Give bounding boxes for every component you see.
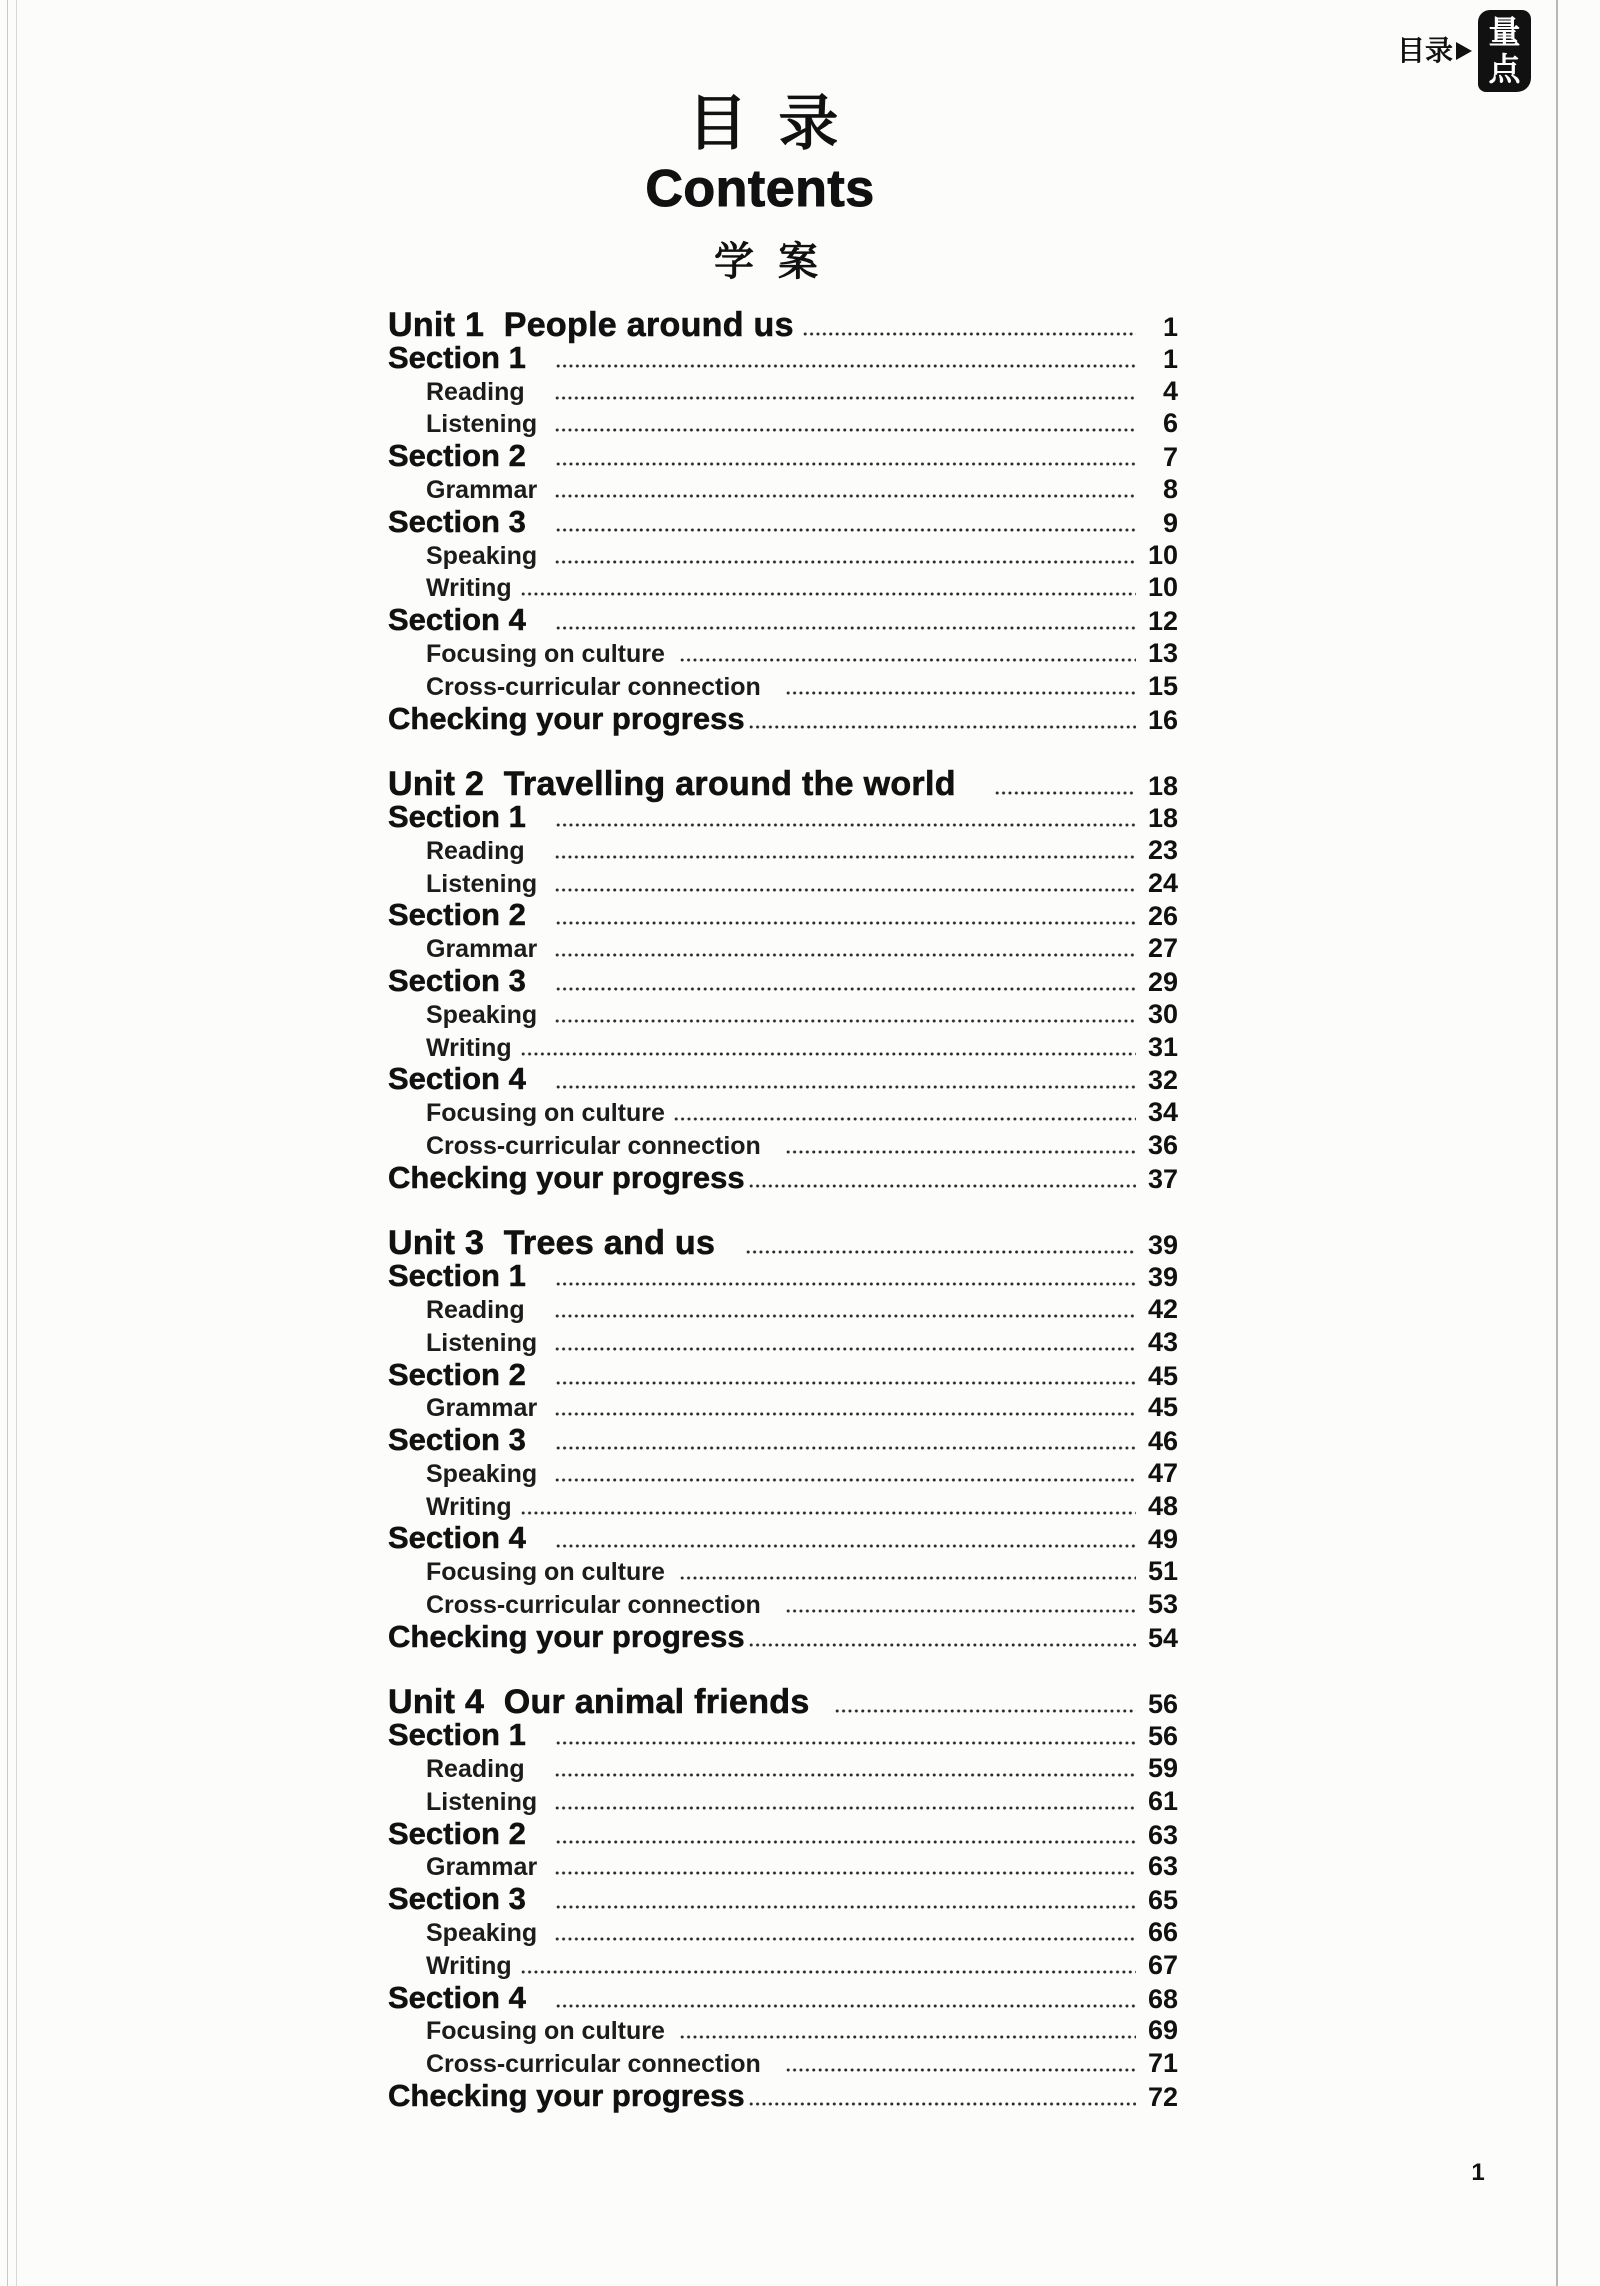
- toc-entry: [388, 1326, 1178, 1359]
- dot-leader: [679, 658, 1136, 662]
- entry-label: Section 4: [388, 1061, 526, 1097]
- scan-edge-left: [7, 0, 8, 2286]
- toc-entry: [388, 1391, 1178, 1424]
- dot-leader: [554, 1019, 1136, 1023]
- dot-leader: [555, 1905, 1136, 1909]
- page-number: 24: [1147, 867, 1178, 898]
- page-number: 27: [1147, 933, 1178, 964]
- page-number: 31: [1147, 1031, 1178, 1062]
- page-number: 10: [1147, 572, 1178, 603]
- dot-leader: [554, 560, 1136, 564]
- entry-label: Section 1: [388, 1717, 526, 1753]
- unit-title: Unit 4 Our animal friends: [388, 1683, 810, 1722]
- page-number: 16: [1147, 704, 1178, 735]
- entry-label: Section 3: [388, 1881, 526, 1917]
- toc-entry: [388, 1815, 1178, 1851]
- page-number: 59: [1147, 1753, 1178, 1784]
- entry-label: Listening: [426, 869, 538, 898]
- entry-label: Section 4: [388, 602, 526, 638]
- toc-entry: [388, 1850, 1178, 1883]
- toc-entry: [388, 834, 1178, 867]
- page-number: 10: [1147, 539, 1178, 570]
- page-number: 63: [1147, 1819, 1178, 1850]
- dot-leader: [520, 1052, 1136, 1056]
- page-number: 72: [1147, 2082, 1178, 2113]
- entry-label: Speaking: [426, 541, 538, 570]
- scan-edge-right: [1556, 0, 1558, 2286]
- toc-entry: [388, 637, 1178, 670]
- page-number: 18: [1147, 771, 1178, 802]
- dot-leader: [555, 1840, 1136, 1844]
- dot-leader: [555, 921, 1136, 925]
- page-number: 26: [1147, 901, 1178, 932]
- dot-leader: [555, 626, 1136, 630]
- entry-label: Section 1: [388, 798, 526, 834]
- page-number: 13: [1147, 637, 1178, 668]
- dot-leader: [554, 396, 1136, 400]
- dot-leader: [748, 1643, 1136, 1647]
- toc-entry: [388, 1356, 1178, 1392]
- entry-label: Cross-curricular connection: [426, 672, 761, 701]
- page-number: 71: [1147, 2048, 1178, 2079]
- entry-label: Focusing on culture: [426, 639, 665, 668]
- toc-entry: [388, 899, 1178, 932]
- toc-entry: [388, 1522, 1178, 1555]
- entry-label: Reading: [426, 377, 525, 406]
- triangle-right-icon: [1456, 42, 1472, 60]
- entry-label: Writing: [426, 574, 512, 603]
- page-number: 48: [1147, 1490, 1178, 1521]
- entry-label: Writing: [426, 1951, 512, 1980]
- toc-entry: [388, 1063, 1178, 1096]
- toc-unit-title-row: [388, 1683, 1178, 1722]
- page-number: 8: [1162, 473, 1178, 504]
- toc-entry: [388, 1719, 1178, 1752]
- page-number: 30: [1147, 998, 1178, 1029]
- page-number: 49: [1147, 1524, 1178, 1555]
- entry-label: Listening: [426, 410, 538, 439]
- page-number: 23: [1147, 834, 1178, 865]
- dot-leader: [555, 1085, 1136, 1089]
- entry-label: Grammar: [426, 1394, 538, 1423]
- toc-entry: [388, 2047, 1178, 2080]
- toc-entry: [388, 998, 1178, 1031]
- dot-leader: [555, 1282, 1136, 1286]
- toc-entry: [388, 1979, 1178, 2015]
- page-number: 43: [1147, 1326, 1178, 1357]
- entry-label: Reading: [426, 1295, 525, 1324]
- dot-leader: [785, 1609, 1136, 1613]
- toc-entry: [388, 1293, 1178, 1326]
- dot-leader: [834, 1709, 1136, 1713]
- dot-leader: [802, 332, 1136, 336]
- entry-label: Speaking: [426, 1459, 538, 1488]
- scan-edge-left-inner: [16, 0, 17, 2286]
- toc-entry: [388, 1555, 1178, 1588]
- entry-label: Section 3: [388, 503, 526, 539]
- page-number: 69: [1147, 2015, 1178, 2046]
- page-number: 42: [1147, 1293, 1178, 1324]
- entry-label: Checking your progress: [388, 1618, 745, 1654]
- toc-unit-title-row: [388, 1224, 1178, 1263]
- toc-entry: [388, 1752, 1178, 1785]
- dot-leader: [554, 953, 1136, 957]
- unit-block: [388, 1683, 1178, 2114]
- toc-entry: [388, 932, 1178, 965]
- toc-unit-title-row: [388, 306, 1178, 344]
- toc-entry: [388, 1588, 1178, 1621]
- toc-entry: [388, 1883, 1178, 1916]
- entry-label: Writing: [426, 1492, 512, 1521]
- page-number: 47: [1147, 1457, 1178, 1488]
- entry-label: Speaking: [426, 1919, 538, 1948]
- dot-leader: [554, 888, 1136, 892]
- dot-leader: [785, 2068, 1136, 2072]
- dot-leader: [555, 364, 1136, 368]
- page-number: 6: [1162, 408, 1178, 439]
- toc-entry: [388, 1490, 1178, 1523]
- dot-leader: [748, 2102, 1136, 2106]
- toc-entry: [388, 407, 1178, 440]
- seal-char-top: 量: [1488, 13, 1521, 51]
- entry-label: Checking your progress: [388, 700, 745, 736]
- dot-leader: [520, 1511, 1136, 1515]
- page-number: 9: [1162, 507, 1178, 538]
- entry-label: Grammar: [426, 935, 538, 964]
- dot-leader: [748, 1184, 1136, 1188]
- brand-seal: [1478, 10, 1531, 92]
- dot-leader: [555, 1446, 1136, 1450]
- entry-label: Section 2: [388, 1356, 526, 1392]
- page-number: 34: [1147, 1097, 1178, 1128]
- dot-leader: [554, 1412, 1136, 1416]
- entry-label: Section 4: [388, 1520, 526, 1556]
- entry-label: Section 3: [388, 962, 526, 998]
- entry-label: Cross-curricular connection: [426, 1591, 761, 1620]
- toc-entry: [388, 1785, 1178, 1818]
- page-number: 36: [1147, 1129, 1178, 1160]
- toc-entry: [388, 1949, 1178, 1982]
- toc-entry: [388, 700, 1178, 736]
- toc-entry: [388, 1457, 1178, 1490]
- toc-entry: [388, 798, 1178, 834]
- page-subtitle: 学 案: [714, 239, 818, 285]
- page-number: 66: [1147, 1917, 1178, 1948]
- dot-leader: [745, 1250, 1136, 1254]
- entry-label: Focusing on culture: [426, 2017, 665, 2046]
- dot-leader: [679, 2035, 1136, 2039]
- running-header: [1394, 10, 1534, 94]
- unit-block: [388, 1224, 1178, 1654]
- page-number: 7: [1162, 442, 1178, 473]
- dot-leader: [520, 592, 1136, 596]
- dot-leader: [555, 462, 1136, 466]
- page-number: 1: [1162, 312, 1178, 342]
- unit-title: Unit 2 Travelling around the world: [388, 765, 956, 804]
- entry-label: Speaking: [426, 1000, 538, 1029]
- dot-leader: [554, 1347, 1136, 1351]
- dot-leader: [679, 1576, 1136, 1580]
- toc-entry: [388, 339, 1178, 375]
- toc-entry: [388, 375, 1178, 408]
- dot-leader: [554, 1478, 1136, 1482]
- entry-label: Section 1: [388, 1258, 526, 1294]
- toc-entry: [388, 1096, 1178, 1129]
- dot-leader: [785, 691, 1136, 695]
- dot-leader: [994, 791, 1136, 795]
- toc-entry: [388, 1159, 1178, 1195]
- toc-entry: [388, 1916, 1178, 1949]
- dot-leader: [554, 1806, 1136, 1810]
- entry-label: Checking your progress: [388, 1159, 745, 1195]
- page-number: 45: [1147, 1392, 1178, 1423]
- entry-label: Focusing on culture: [426, 1558, 665, 1587]
- page-number: 51: [1147, 1556, 1178, 1587]
- toc-entry: [388, 670, 1178, 703]
- dot-leader: [555, 2004, 1136, 2008]
- page-number: 45: [1147, 1360, 1178, 1391]
- page-number: 18: [1147, 802, 1178, 833]
- entry-label: Grammar: [426, 475, 538, 504]
- dot-leader: [555, 528, 1136, 532]
- entry-label: Section 2: [388, 438, 526, 474]
- entry-label: Focusing on culture: [426, 1099, 665, 1128]
- entry-label: Cross-curricular connection: [426, 2050, 761, 2079]
- page-number: 54: [1147, 1622, 1178, 1653]
- seal-char-bottom: 点: [1488, 50, 1521, 88]
- toc-unit-title-row: [388, 765, 1178, 804]
- dot-leader: [554, 1871, 1136, 1875]
- toc-entry: [388, 1618, 1178, 1654]
- entry-label: Reading: [426, 1755, 525, 1784]
- entry-label: Section 4: [388, 1979, 526, 2015]
- page-number: 53: [1147, 1589, 1178, 1620]
- dot-leader: [555, 1741, 1136, 1745]
- toc-entry: [388, 473, 1178, 506]
- page-number: 46: [1147, 1426, 1178, 1457]
- header-label: 目录: [1397, 34, 1454, 67]
- page-number: 32: [1147, 1065, 1178, 1096]
- page-number: 67: [1147, 1949, 1178, 1980]
- toc-entry: [388, 503, 1178, 539]
- dot-leader: [673, 1117, 1136, 1121]
- unit-block: [388, 765, 1178, 1195]
- page-number: 15: [1147, 670, 1178, 701]
- entry-label: Checking your progress: [388, 2078, 745, 2114]
- entry-label: Reading: [426, 836, 525, 865]
- entry-label: Section 2: [388, 1815, 526, 1851]
- page-number: 1: [1162, 343, 1178, 374]
- unit-title: Unit 1 People around us: [388, 306, 794, 344]
- dot-leader: [555, 1544, 1136, 1548]
- page-number: 39: [1147, 1230, 1178, 1261]
- entry-label: Section 2: [388, 897, 526, 933]
- toc-entry: [388, 604, 1178, 637]
- page-number: 37: [1147, 1163, 1178, 1194]
- toc-entry: [388, 440, 1178, 473]
- unit-title: Unit 3 Trees and us: [388, 1224, 716, 1263]
- entry-label: Listening: [426, 1787, 538, 1816]
- page-number: 12: [1147, 606, 1178, 637]
- toc-entry: [388, 867, 1178, 900]
- dot-leader: [554, 855, 1136, 859]
- toc-entry: [388, 1260, 1178, 1293]
- unit-block: [388, 306, 1178, 736]
- page-title-english: Contents: [645, 160, 875, 218]
- page-number: 61: [1147, 1785, 1178, 1816]
- page-title-chinese: 目 录: [687, 89, 839, 159]
- toc-entry: [388, 571, 1178, 604]
- page-number: 65: [1147, 1885, 1178, 1916]
- toc-entry: [388, 2014, 1178, 2047]
- toc-entry: [388, 1424, 1178, 1457]
- entry-label: Section 3: [388, 1422, 526, 1458]
- page-number: 4: [1162, 375, 1178, 406]
- dot-leader: [785, 1150, 1136, 1154]
- dot-leader: [554, 494, 1136, 498]
- table-of-contents: [388, 306, 1178, 2114]
- page-number: 56: [1147, 1721, 1178, 1752]
- page-number: 29: [1147, 966, 1178, 997]
- toc-entry: [388, 2080, 1178, 2113]
- toc-entry: [388, 1031, 1178, 1064]
- entry-label: Grammar: [426, 1853, 538, 1882]
- dot-leader: [520, 1970, 1136, 1974]
- dot-leader: [555, 987, 1136, 991]
- toc-entry: [388, 1129, 1178, 1162]
- toc-entry: [388, 539, 1178, 572]
- entry-label: Writing: [426, 1033, 512, 1062]
- page-number: 56: [1147, 1689, 1178, 1720]
- dot-leader: [554, 1314, 1136, 1318]
- page-folio: 1: [1471, 2159, 1485, 2186]
- toc-entry: [388, 962, 1178, 998]
- entry-label: Section 1: [388, 339, 526, 375]
- page-number: 39: [1147, 1262, 1178, 1293]
- entry-label: Cross-curricular connection: [426, 1131, 761, 1160]
- dot-leader: [555, 1381, 1136, 1385]
- dot-leader: [554, 428, 1136, 432]
- dot-leader: [748, 725, 1136, 729]
- page-number: 63: [1147, 1851, 1178, 1882]
- dot-leader: [555, 823, 1136, 827]
- entry-label: Listening: [426, 1328, 538, 1357]
- dot-leader: [554, 1937, 1136, 1941]
- page-number: 68: [1147, 1983, 1178, 2014]
- dot-leader: [554, 1773, 1136, 1777]
